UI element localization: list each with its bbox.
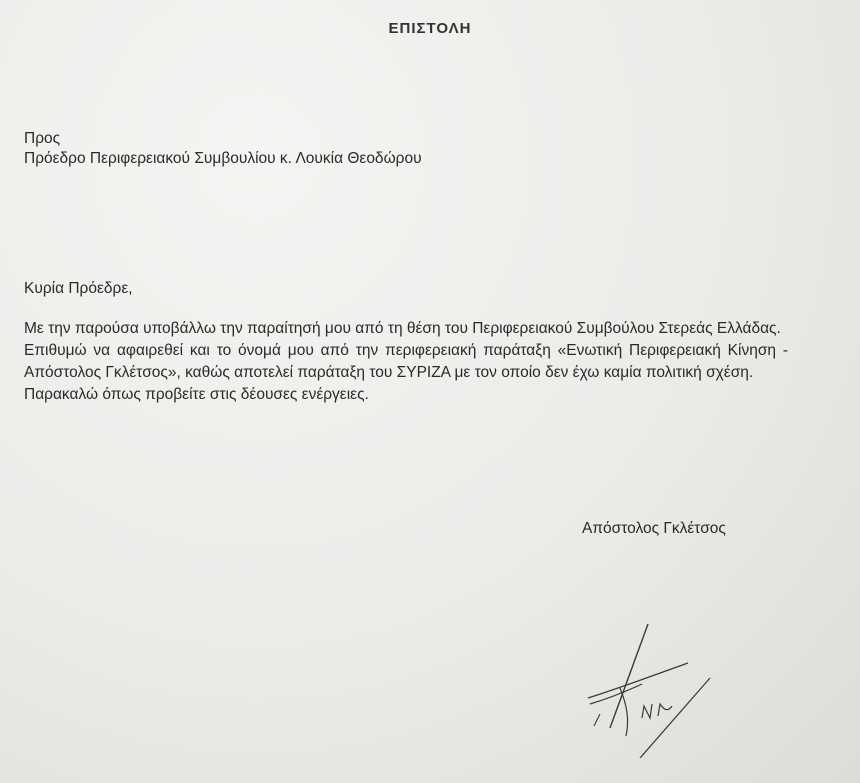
handwritten-signature xyxy=(580,618,720,758)
paragraph-resignation: Με την παρούσα υποβάλλω την παραίτησή μου από τη θέση του Περιφερειακού Συμβούλου Στερεάς Ελλάδας. xyxy=(24,320,781,337)
salutation: Κυρία Πρόεδρε, xyxy=(24,280,133,297)
letter-title: ΕΠΙΣΤΟΛΗ xyxy=(388,20,472,37)
recipient-line-2: Πρόεδρο Περιφερειακού Συμβουλίου κ. Λουκία Θεοδώρου xyxy=(24,150,422,167)
paragraph-closing: Παρακαλώ όπως προβείτε στις δέουσες ενέργειες. xyxy=(24,386,369,403)
letter-body xyxy=(24,318,788,406)
recipient-line-1: Προς xyxy=(24,130,61,147)
signatory-name: Απόστολος Γκλέτσος xyxy=(582,520,726,537)
paragraph-removal-request: Επιθυμώ να αφαιρεθεί και το όνομά μου από την περιφερειακή παράταξη «Ενωτική Περιφερειακή Κίνηση - Απόστολος Γκλέτσος», καθώς αποτελεί παράταξη του ΣΥΡΙΖΑ με τον οποίο δεν έχω καμία πολιτική σχέση. xyxy=(24,342,788,381)
